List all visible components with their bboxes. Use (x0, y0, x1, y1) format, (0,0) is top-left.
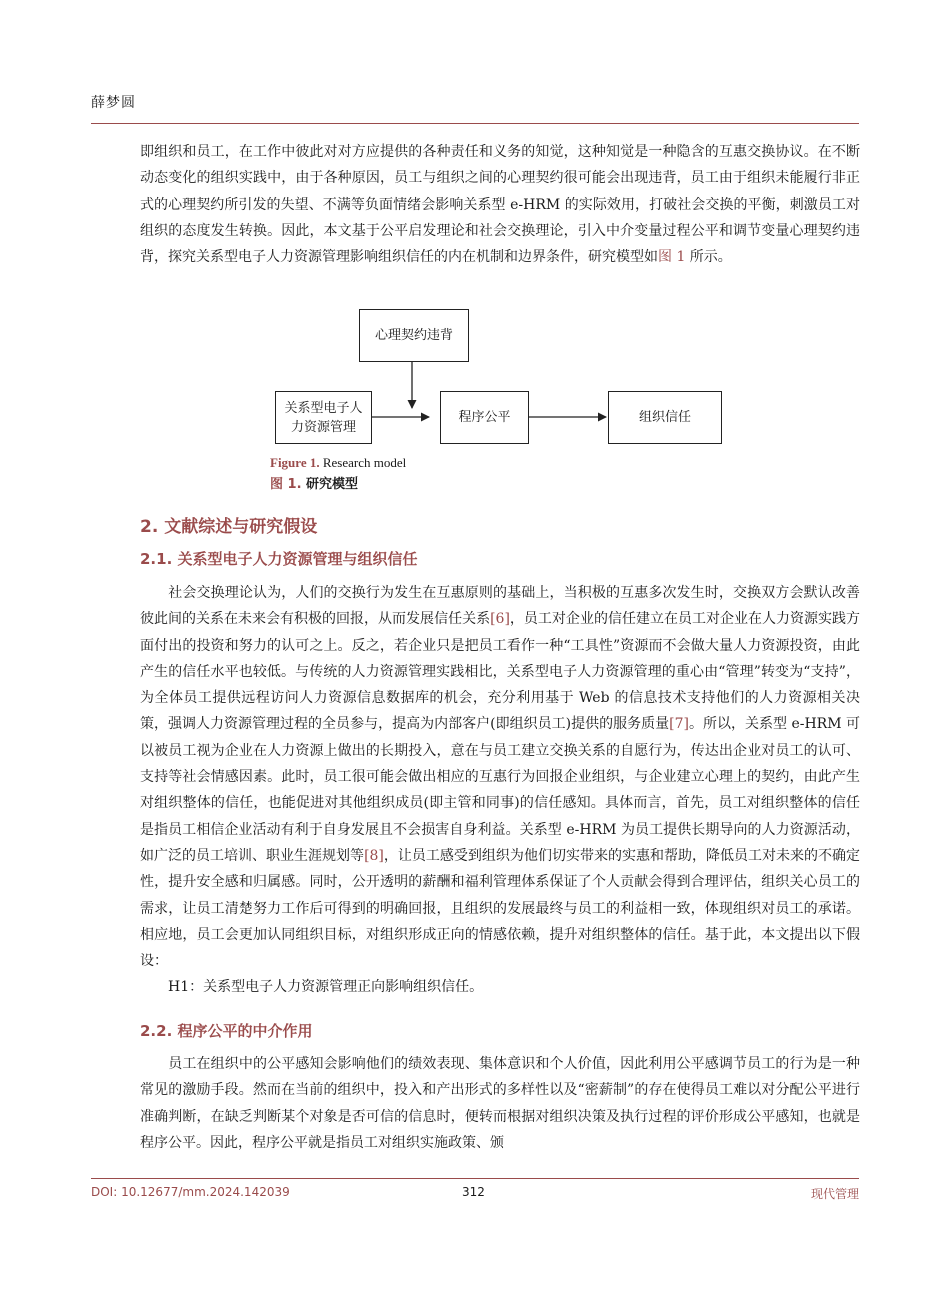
mediator-label: 程序公平 (458, 410, 511, 425)
figure-caption-chinese (270, 473, 358, 492)
hypothesis-h1: H1：关系型电子人力资源管理正向影响组织信任。 (140, 979, 484, 996)
figure-caption-english (270, 455, 406, 471)
figure-caption-en-label: Figure 1. (270, 455, 320, 470)
running-header-author: 薛梦圆 (91, 95, 136, 111)
intro-text: 即组织和员工，在工作中彼此对对方应提供的各种责任和义务的知觉，这种知觉是一种隐含的互惠交换协议。在不断动态变化的组织实践中，由于各种原因，员工与组织之间的心理契约很可能会出现违背，员工由于组织未能履行非正式的心理契约所引发的失望、不满等负面情绪会影响关系型 e-HRM 的实际效用，打破社会交换的平衡，刺激员工对组织的态度发生转换。因此，本文基于公平启发理论和社会交换理论，引入中介变量过程公平和调节变量心理契约违背，探究关系型电子人力资源管理影响组织信任的内在机制和边界条件，研究模型如 (140, 144, 860, 266)
mediator-box (440, 391, 529, 444)
citation-6-link[interactable]: [6] (490, 611, 510, 628)
intro-paragraph (140, 139, 860, 270)
independent-variable-box (275, 391, 372, 444)
footer-journal-name: 现代管理 (810, 1187, 859, 1201)
citation-7-link[interactable]: [7] (669, 716, 689, 733)
independent-label-line2: 力资源管理 (290, 419, 356, 435)
section-2-1-text-d: ，让员工感受到组织为他们切实带来的实惠和帮助，降低员工对未来的不确定性，提升安全感和归属感。同时，公开透明的薪酬和福利管理体系保证了个人贡献会得到合理评估，组织关心员工的需求，让员工清楚努力工作后可得到的明确回报，且组织的发展最终与员工的利益相一致，体现组织对员工的承诺。相应地，员工会更加认同组织目标，对组织形成正向的情感依赖，提升对组织整体的信任。基于此，本文提出以下假设： (140, 847, 861, 970)
header-divider (91, 123, 859, 124)
section-2-heading: 2. 文献综述与研究假设 (140, 517, 318, 537)
intro-text-end: 所示。 (685, 249, 732, 266)
section-2-1-text-b: ，员工对企业的信任建立在员工对企业在人力资源实践方面付出的投资和努力的认可之上。反之，若企业只是把员工看作一种“工具性”资源而不会做大量人力资源投资，由此产生的信任水平也较低。与传统的人力资源管理实践相比，关系型电子人力资源管理的重心由“管理”转变为“支持”，为全体员工提供远程访问人力资源信息数据库的机会，充分利用基于 Web 的信息技术支持他们的人力资源相关决策，强调人力资源管理过程的全员参与，提高为内部客户(即组织员工)提供的服务质量 (140, 611, 860, 733)
figure-caption-en-text: Research model (319, 455, 407, 470)
section-2-1-text-a: 社会交换理论认为，人们的交换行为发生在互惠原则的基础上，当积极的互惠多次发生时，交换双方会默认改善彼此间的关系在未来会有积极的回报，从而发展信任关系 (140, 585, 860, 628)
section-2-2-paragraph: 员工在组织中的公平感知会影响他们的绩效表现、集体意识和个人价值，因此利用公平感调节员工的行为是一种常见的激励手段。然而在当前的组织中，投入和产出形式的多样性以及“密薪制”的存在使得员工难以对分配公平进行准确判断，在缺乏判断某个对象是否可信的信息时，便转而根据对组织决策及执行过程的评价形成公平感知，也就是程序公平。因此，程序公平就是指员工对组织实施政策、颁 (140, 1056, 860, 1151)
figure-caption-cn-label: 图 1. (270, 477, 302, 492)
section-2-1-heading: 2.1. 关系型电子人力资源管理与组织信任 (140, 550, 418, 568)
citation-8-link[interactable]: [8] (364, 847, 384, 864)
moderator-box (359, 309, 469, 362)
independent-label-line1: 关系型电子人 (284, 400, 363, 416)
footer-page-number: 312 (462, 1185, 485, 1199)
section-2-1-text-c: 。所以，关系型 e-HRM 可以被员工视为企业在人力资源上做出的长期投入，意在与员工建立交换关系的自愿行为，传达出企业对员工的认可、支持等社会情感因素。此时，员工很可能会做出相应的互惠行为回报企业组织，与企业建立心理上的契约，由此产生对组织整体的信任，也能促进对其他组织成员(即主管和同事)的信任感知。具体而言，首先，员工对组织整体的信任是指员工相信企业活动有利于自身发展且不会损害自身利益。关系型 e-HRM 为员工提供长期导向的人力资源活动，如广泛的员工培训、职业生涯规划等 (140, 716, 860, 864)
footer-divider (91, 1178, 859, 1179)
footer-doi-link[interactable]: DOI: 10.12677/mm.2024.142039 (91, 1185, 290, 1199)
dependent-variable-box (608, 391, 722, 444)
section-2-2-heading: 2.2. 程序公平的中介作用 (140, 1022, 313, 1040)
section-2-1-paragraph (140, 580, 860, 1001)
figure-caption-cn-text: 研究模型 (301, 477, 359, 492)
dependent-label: 组织信任 (638, 410, 691, 425)
figure-1-reference-link[interactable]: 图 1 (658, 249, 686, 266)
moderator-label: 心理契约违背 (374, 328, 453, 343)
